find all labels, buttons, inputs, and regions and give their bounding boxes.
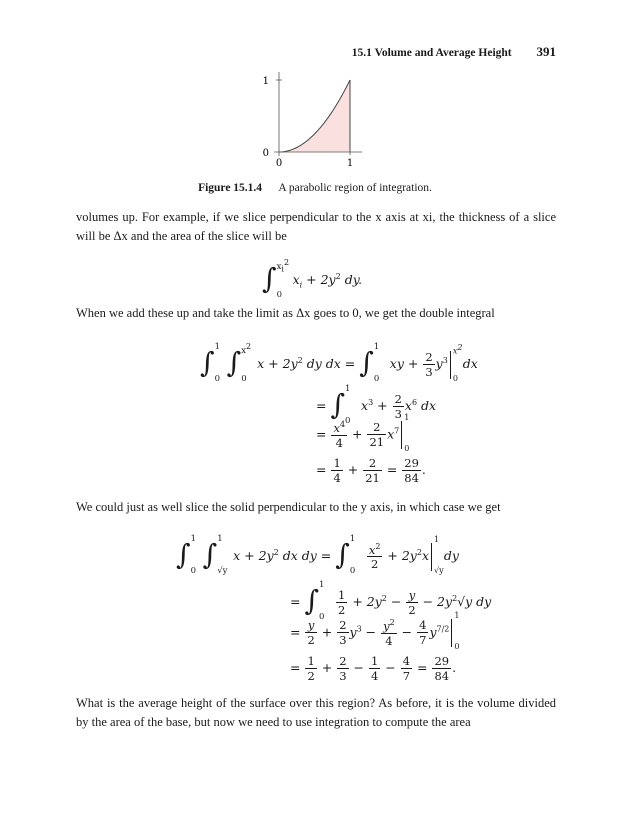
- equation-double-integral-1: ∫ 1 0 ∫ $x^2$ 0 $x + 2y^2$ dy dx = ∫ 1 0 xy + $\frac{2}{3}$ $y^3$ $x^2$ 0 dx: [200, 341, 478, 384]
- paragraph-3: We could just as well slice the solid perpendicular to the y axis, in which case we get: [76, 500, 501, 514]
- caption-text: A parabolic region of integration.: [278, 182, 432, 194]
- x-tick-label-right: 1: [346, 158, 354, 169]
- caption-label: Figure 15.1.4: [198, 182, 263, 194]
- x-tick-label-left: 0: [275, 158, 283, 169]
- region-fill: [279, 80, 350, 152]
- equation-slice-area: ∫ $x_i^2$ 0 $x_i + 2y^2$ dy.: [262, 257, 363, 300]
- parabola-figure: [250, 66, 380, 171]
- section-title: 15.1 Volume and Average Height: [351, 47, 512, 59]
- paragraph-2: When we add these up and take the limit as Δx goes to 0, we get the double integral: [76, 306, 495, 320]
- paragraph-1: volumes up. For example, if we slice perpendicular to the x axis at xi, the thickness of a slice will be Δx and the area of the slice will be: [76, 210, 556, 243]
- equation-step-4: = $\frac{1}{4}$ + $\frac{2}{21}$ = $\frac{29}{84}$ .: [316, 456, 426, 485]
- equation-double-integral-2: ∫ 1 0 ∫ 1 √y $x + 2y^2$ dx dy = ∫ 1 0 $\frac{x^2}{2}$ + $2y^2x$ 1 √y dy: [176, 533, 459, 576]
- equation-step-2: = ∫ 1 0 $x^3$ + $\frac{2}{3}$ $x^6$ dx: [316, 383, 437, 426]
- equation-step-3: = $\frac{x^4}{4}$ + $\frac{2}{21}$ $x^7$ 1 0: [316, 412, 410, 453]
- paragraph-4: What is the average height of the surface over this region? As before, it is the volume divided by the area of the base, but now we need to use integration to compute the area: [76, 696, 556, 729]
- y-tick-label-bottom: 0: [262, 148, 269, 159]
- equation-step-5: = ∫ 1 0 $\frac{1}{2}$ + $2y^2$ − $\frac{y}{2}$ − $2y^2√y$ dy: [290, 579, 492, 622]
- equation-step-6: = $\frac{y}{2}$ + $\frac{2}{3}$ $y^3$ − $\frac{y^2}{4}$ − $\frac{4}{7}$ $y^{7/2}$ 1 0: [290, 610, 460, 651]
- y-tick-label-top: 1: [262, 76, 269, 87]
- page-number: 391: [536, 44, 556, 59]
- figure-caption: [0, 182, 630, 194]
- equation-step-7: = $\frac{1}{2}$ + $\frac{2}{3}$ − $\frac{1}{4}$ − $\frac{4}{7}$ = $\frac{29}{84}$ .: [290, 654, 457, 683]
- running-head: [352, 44, 556, 60]
